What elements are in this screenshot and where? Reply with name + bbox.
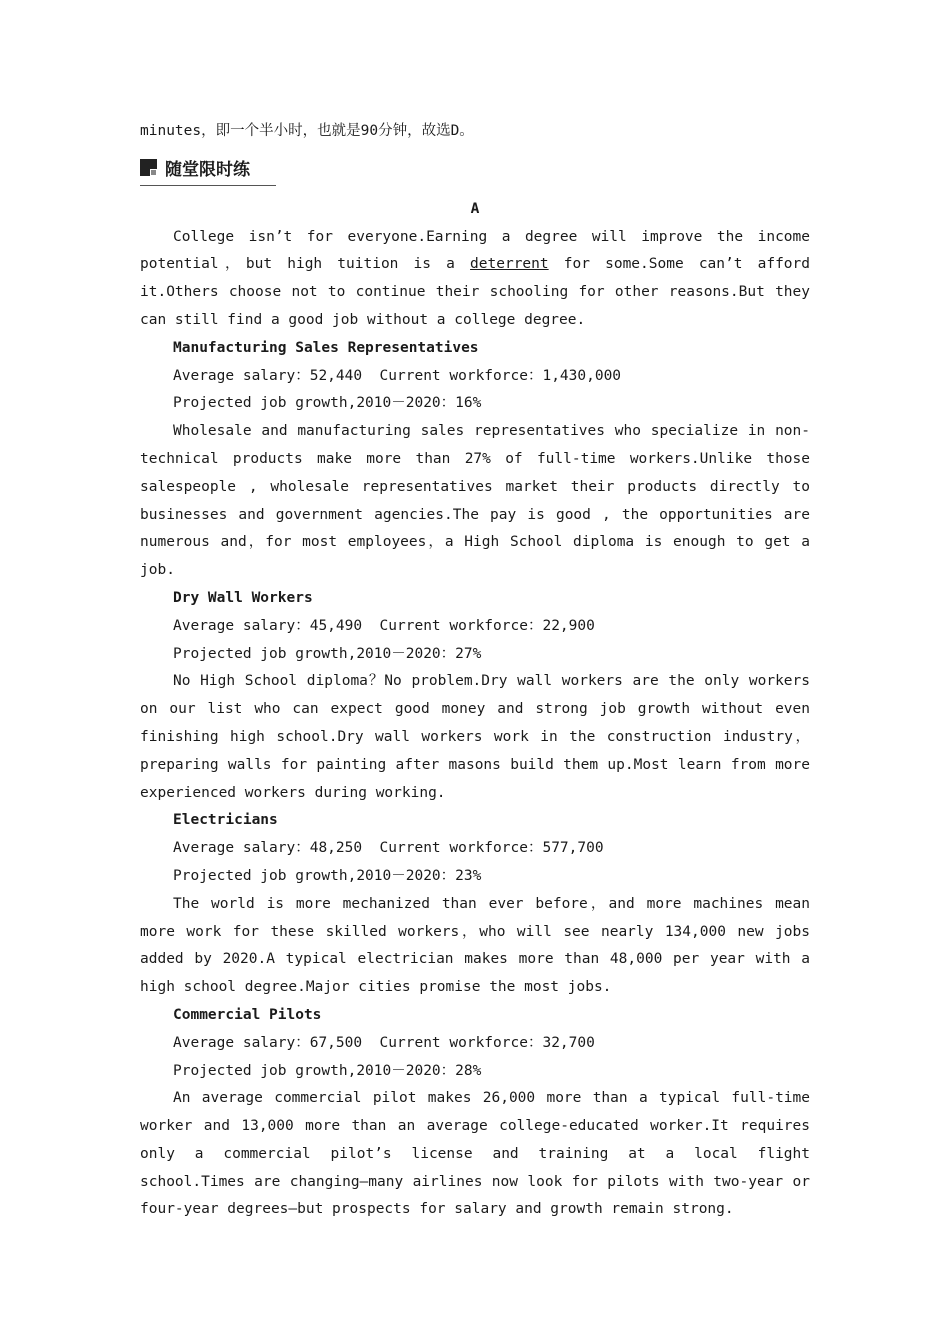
passage-label: A [470,200,480,217]
intro-text-after: for some.Some can’t afford it.Others choose not to continue their schooling for other reasons.But they can still find a good job without a college degree. [140,256,810,328]
section-title: 随堂限时练 [165,159,250,180]
job-title-4: Commercial Pilots [173,1006,322,1023]
job-salary-line-3: Average salary：48,250 Current workforce：577,700 [173,840,604,857]
job-growth-line-2: Projected job growth,2010－2020：27% [173,645,482,662]
job-description-3: The world is more mechanized than ever before，and more machines mean more work for these skilled workers，who will see nearly 134,000 new jobs added by 2020.A typical electrician makes more than 48,000 per year with a high school degree.Major cities promise the most jobs. [140,895,810,996]
intro-paragraph [140,224,810,335]
job-growth-line-3: Projected job growth,2010－2020：23% [173,867,482,884]
underlined-word: deterrent [470,256,549,273]
job-title-1: Manufacturing Sales Representatives [173,339,479,356]
job-description-2: No High School diploma？No problem.Dry wall workers are the only workers on our list who can expect good money and strong job growth without even finishing high school.Dry wall workers work in the construction industry，preparing walls for painting after masons build them up.Most learn from more experienced workers during working. [140,673,810,801]
job-description-1: Wholesale and manufacturing sales representatives who specialize in non-technical products make more than 27% of full-time workers.Unlike those salespeople , wholesale representatives market their products directly to businesses and government agencies.The pay is good , the opportunities are numerous and，for most employees，a High School diploma is enough to get a job. [140,423,810,579]
job-salary-line-4: Average salary：67,500 Current workforce：32,700 [173,1034,595,1051]
job-growth-line-1: Projected job growth,2010－2020：16% [173,395,482,412]
section-square-icon [140,159,157,176]
intro-text-before: College isn’t for everyone.Earning a degree will improve the income potential，but high tuition is a [140,228,810,273]
job-title-2: Dry Wall Workers [173,589,313,606]
job-title-3: Electricians [173,812,278,829]
document-page [140,118,810,1224]
job-salary-line-1: Average salary：52,440 Current workforce：1,430,000 [173,367,622,384]
job-description-4: An average commercial pilot makes 26,000 more than a typical full-time worker and 13,000 more than an average college-educated worker.It requires only a commercial pilot’s license and training at a local flight school.Times are changing—many airlines now look for pilots with two-year or four-year degrees—but prospects for salary and growth remain strong. [140,1090,810,1218]
section-header [140,150,276,186]
job-growth-line-4: Projected job growth,2010－2020：28% [173,1062,482,1079]
job-salary-line-2: Average salary：45,490 Current workforce：22,900 [173,617,595,634]
previous-answer-line: minutes，即一个半小时，也就是90分钟，故选D。 [140,123,474,139]
